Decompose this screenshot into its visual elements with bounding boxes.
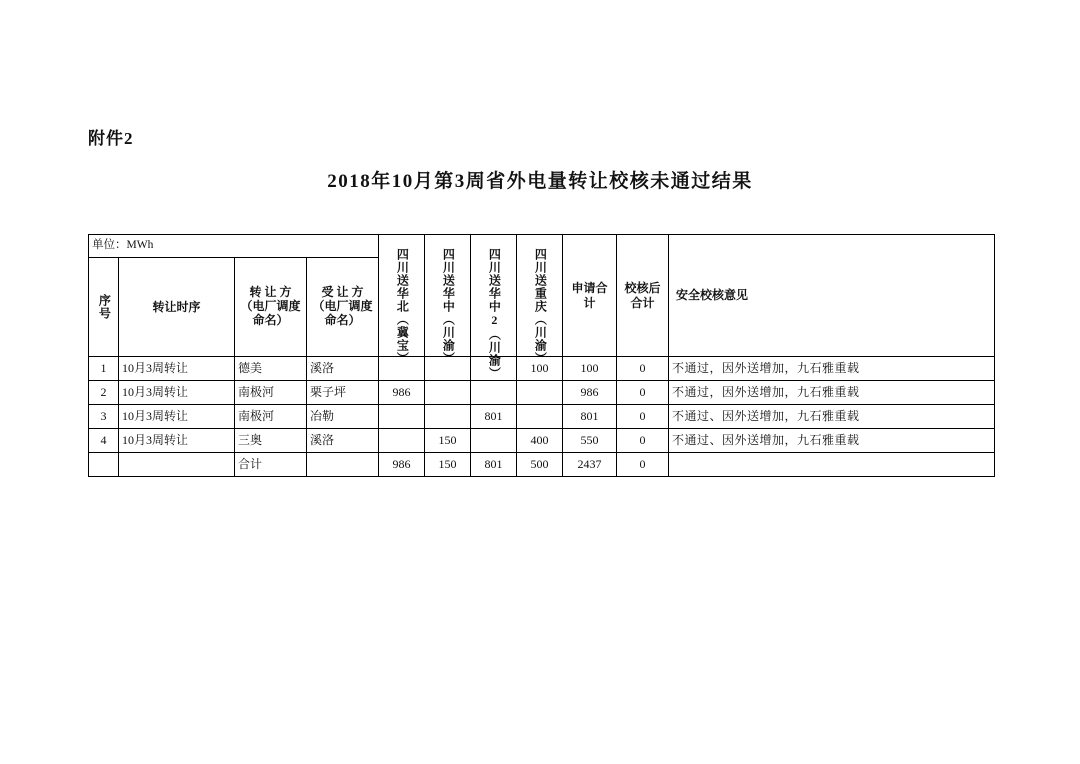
cell-seq <box>89 453 119 477</box>
cell-seq: 1 <box>89 357 119 381</box>
cell-opinion <box>669 453 995 477</box>
table-total-row <box>89 453 995 477</box>
cell-apply-total: 550 <box>563 429 617 453</box>
cell-after-check-total: 0 <box>617 357 669 381</box>
cell-huazhong2: 801 <box>471 405 517 429</box>
cell-transferee: 栗子坪 <box>307 381 379 405</box>
cell-chongqing <box>517 381 563 405</box>
header-opinion: 安全校核意见 <box>669 235 995 357</box>
header-chongqing: 四川送重庆（川渝） <box>517 235 563 357</box>
cell-transferor: 德美 <box>235 357 307 381</box>
cell-transferee: 溪洛 <box>307 357 379 381</box>
cell-huazhong-chuanyu <box>425 405 471 429</box>
attachment-label: 附件2 <box>88 129 134 148</box>
cell-huabei <box>379 429 425 453</box>
cell-huazhong2 <box>471 429 517 453</box>
transfer-result-table <box>88 234 995 477</box>
cell-huazhong-chuanyu: 150 <box>425 429 471 453</box>
cell-transferee: 溪洛 <box>307 429 379 453</box>
cell-after-check-total: 0 <box>617 405 669 429</box>
cell-seq: 4 <box>89 429 119 453</box>
cell-chongqing: 100 <box>517 357 563 381</box>
cell-chongqing <box>517 405 563 429</box>
cell-transfer-time: 10月3周转让 <box>119 357 235 381</box>
cell-transfer-time: 10月3周转让 <box>119 429 235 453</box>
unit-note: 单位：MWh <box>89 235 379 258</box>
cell-transferee: 冶勒 <box>307 405 379 429</box>
header-transferor: 转 让 方（电厂调度命名） <box>235 258 307 357</box>
header-huabei: 四川送华北（冀宝） <box>379 235 425 357</box>
cell-huazhong2 <box>471 381 517 405</box>
header-transferee: 受 让 方（电厂调度命名） <box>307 258 379 357</box>
cell-apply-total: 2437 <box>563 453 617 477</box>
table-row <box>89 429 995 453</box>
cell-seq: 2 <box>89 381 119 405</box>
cell-transfer-time: 10月3周转让 <box>119 381 235 405</box>
cell-transfer-time <box>119 453 235 477</box>
cell-huabei <box>379 405 425 429</box>
header-huazhong-chuanyu: 四川送华中（川渝） <box>425 235 471 357</box>
header-huazhong2: 四川送华中2（川渝） <box>471 235 517 357</box>
cell-huazhong-chuanyu: 150 <box>425 453 471 477</box>
unit-note-row <box>89 235 995 258</box>
cell-after-check-total: 0 <box>617 429 669 453</box>
cell-apply-total: 986 <box>563 381 617 405</box>
header-apply-total: 申请合计 <box>563 235 617 357</box>
header-transfer-time: 转让时序 <box>119 258 235 357</box>
cell-transferee <box>307 453 379 477</box>
cell-transfer-time: 10月3周转让 <box>119 405 235 429</box>
cell-opinion: 不通过，因外送增加，九石雅重载 <box>669 357 995 381</box>
cell-transferor: 南极河 <box>235 405 307 429</box>
page-title: 2018年10月第3周省外电量转让校核未通过结果 <box>327 171 753 192</box>
cell-apply-total: 100 <box>563 357 617 381</box>
cell-transferor: 南极河 <box>235 381 307 405</box>
cell-huazhong2: 801 <box>471 453 517 477</box>
table-row <box>89 357 995 381</box>
cell-huazhong-chuanyu <box>425 381 471 405</box>
header-after-check-total: 校核后合计 <box>617 235 669 357</box>
cell-huabei: 986 <box>379 381 425 405</box>
table-row <box>89 381 995 405</box>
cell-chongqing: 400 <box>517 429 563 453</box>
cell-after-check-total: 0 <box>617 453 669 477</box>
cell-transferor: 三奥 <box>235 429 307 453</box>
cell-huabei: 986 <box>379 453 425 477</box>
cell-total-label: 合计 <box>235 453 307 477</box>
header-seq: 序号 <box>89 258 119 357</box>
cell-apply-total: 801 <box>563 405 617 429</box>
table-row <box>89 405 995 429</box>
cell-opinion: 不通过、因外送增加，九石雅重载 <box>669 429 995 453</box>
cell-chongqing: 500 <box>517 453 563 477</box>
cell-opinion: 不通过，因外送增加，九石雅重载 <box>669 381 995 405</box>
cell-opinion: 不通过、因外送增加，九石雅重载 <box>669 405 995 429</box>
cell-seq: 3 <box>89 405 119 429</box>
cell-after-check-total: 0 <box>617 381 669 405</box>
